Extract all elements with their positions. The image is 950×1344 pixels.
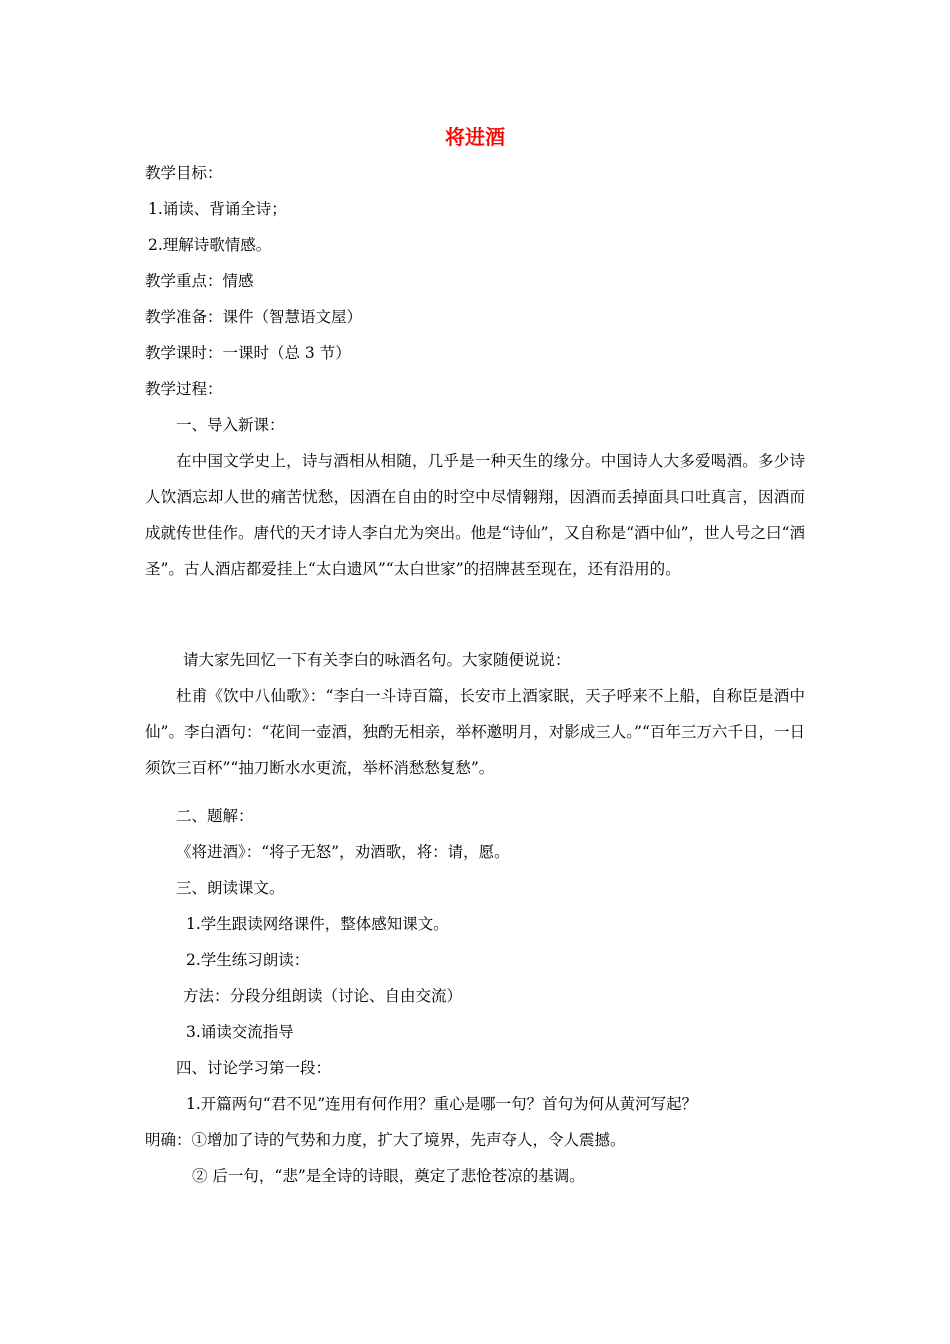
recall-prompt: 请大家先回忆一下有关李白的咏酒名句。大家随便说说： <box>183 651 571 669</box>
reading-method: 方法：分段分组朗读（讨论、自由交流） <box>183 987 463 1005</box>
teaching-preparation: 教学准备：课件（智慧语文屋） <box>145 308 363 326</box>
title-explanation: 《将进酒》：“将子无怒”，劝酒歌，将：请，愿。 <box>176 843 510 861</box>
reading-step-1: 1.学生跟读网络课件，整体感知课文。 <box>186 915 449 933</box>
teaching-focus: 教学重点：情感 <box>145 272 254 290</box>
discussion-question-1: 1.开篇两句“君不见”连用有何作用？重心是哪一句？首句为何从黄河写起？ <box>186 1095 698 1113</box>
section-heading-2: 二、题解： <box>176 807 254 825</box>
section-heading-1: 一、导入新课： <box>176 416 285 434</box>
section-heading-3: 三、朗读课文。 <box>176 879 285 897</box>
intro-paragraph: 在中国文学史上，诗与酒相从相随，几乎是一种天生的缘分。中国诗人大多爱喝酒。多少诗人饮酒忘却人世的痛苦忧愁，因酒在自由的时空中尽情翱翔，因酒而丢掉面具口吐真言，因酒而成就传世佳作。唐代的天才诗人李白尤为突出。他是“诗仙”，又自称是“酒中仙”，世人号之曰“酒圣”。古人酒店都爱挂上“太白遗风”“太白世家”的招牌甚至现在，还有沿用的。 <box>145 452 805 578</box>
objective-item-2: 2.理解诗歌情感。 <box>148 236 272 254</box>
document-title: 将进酒 <box>445 125 505 149</box>
objective-item-1: 1.诵读、背诵全诗； <box>148 200 287 218</box>
teaching-hours: 教学课时：一课时（总 3 节） <box>145 344 351 362</box>
section-heading-4: 四、讨论学习第一段： <box>176 1059 332 1077</box>
objectives-label: 教学目标： <box>145 164 223 182</box>
process-label: 教学过程： <box>145 380 223 398</box>
quotes-paragraph: 杜甫《饮中八仙歌》：“李白一斗诗百篇，长安市上酒家眠，天子呼来不上船，自称臣是酒中仙”。李白酒句：“花间一壶酒，独酌无相亲，举杯邀明月，对影成三人。”“百年三万六千日，一日须饮三百杯”“抽刀断水水更流，举杯消愁愁复愁”。 <box>145 687 805 777</box>
answer-line-2: ② 后一句，“悲”是全诗的诗眼，奠定了悲怆苍凉的基调。 <box>192 1167 585 1185</box>
reading-step-2: 2.学生练习朗读： <box>186 951 310 969</box>
answer-line-1: 明确：①增加了诗的气势和力度，扩大了境界，先声夺人，令人震撼。 <box>145 1131 626 1149</box>
reading-step-3: 3.诵读交流指导 <box>186 1023 294 1041</box>
